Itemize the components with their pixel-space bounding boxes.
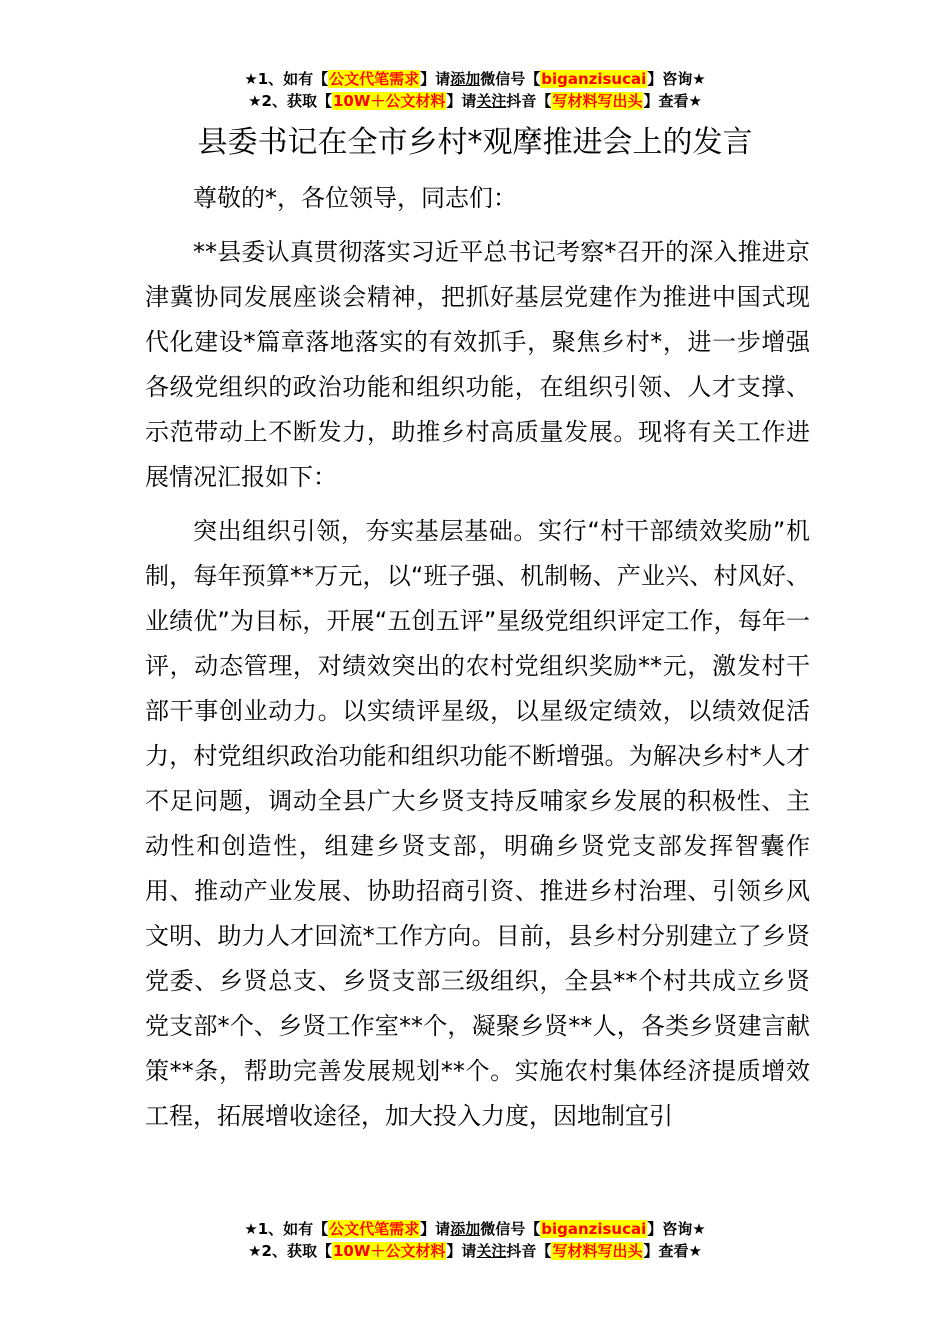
highlight-ghostwriting: 公文代笔需求	[329, 70, 420, 88]
highlight-wechat-id: biganzisucai	[541, 70, 647, 88]
banner-line-1: ★1、如有【公文代笔需求】请添加微信号【biganzisucai】咨询★	[244, 70, 706, 88]
highlight-ghostwriting: 公文代笔需求	[329, 1220, 420, 1238]
underlined-add: 添加	[450, 1220, 481, 1238]
highlight-materials: 10W＋公文材料	[332, 92, 446, 110]
footer-banner	[0, 1218, 950, 1262]
banner-line-2: ★2、获取【10W＋公文材料】请关注抖音【写材料写出头】查看★	[248, 1242, 702, 1260]
highlight-materials: 10W＋公文材料	[332, 1242, 446, 1260]
banner-line-1: ★1、如有【公文代笔需求】请添加微信号【biganzisucai】咨询★	[244, 1220, 706, 1238]
underlined-follow: 关注	[476, 92, 507, 110]
highlight-wechat-id: biganzisucai	[541, 1220, 647, 1238]
document-title: 县委书记在全市乡村*观摩推进会上的发言	[197, 125, 753, 160]
highlight-douyin-account: 写材料写出头	[552, 92, 643, 110]
document-body	[145, 176, 810, 1139]
paragraph-intro: **县委认真贯彻落实习近平总书记考察*召开的深入推进京津冀协同发展座谈会精神，把抓好基层党建作为推进中国式现代化建设*篇章落地落实的有效抓手，聚焦乡村*，进一步增强各级党组织的政治功能和组织功能，在组织引领、人才支撑、示范带动上不断发力，助推乡村高质量发展。现将有关工作进展情况汇报如下：	[145, 238, 810, 491]
highlight-douyin-account: 写材料写出头	[552, 1242, 643, 1260]
underlined-follow: 关注	[476, 1242, 507, 1260]
underlined-add: 添加	[450, 70, 481, 88]
paragraph-organization: 突出组织引领，夯实基层基础。实行“村干部绩效奖励”机制，每年预算**万元，以“班子强、机制畅、产业兴、村风好、业绩优”为目标，开展“五创五评”星级党组织评定工作，每年一评，动态管理，对绩效突出的农村党组织奖励**元，激发村干部干事创业动力。以实绩评星级，以星级定绩效，以绩效促活力，村党组织政治功能和组织功能不断增强。为解决乡村*人才不足问题，调动全县广大乡贤支持反哺家乡发展的积极性、主动性和创造性，组建乡贤支部，明确乡贤党支部发挥智囊作用、推动产业发展、协助招商引资、推进乡村治理、引领乡风文明、助力人才回流*工作方向。目前，县乡村分别建立了乡贤党委、乡贤总支、乡贤支部三级组织，全县**个村共成立乡贤党支部*个、乡贤工作室**个，凝聚乡贤**人，各类乡贤建言献策**条，帮助完善发展规划**个。实施农村集体经济提质增效工程，拓展增收途径，加大投入力度，因地制宜引	[145, 517, 810, 1130]
banner-line-2: ★2、获取【10W＋公文材料】请关注抖音【写材料写出头】查看★	[248, 92, 702, 110]
salutation: 尊敬的*，各位领导，同志们：	[193, 184, 517, 212]
header-banner	[0, 68, 950, 112]
